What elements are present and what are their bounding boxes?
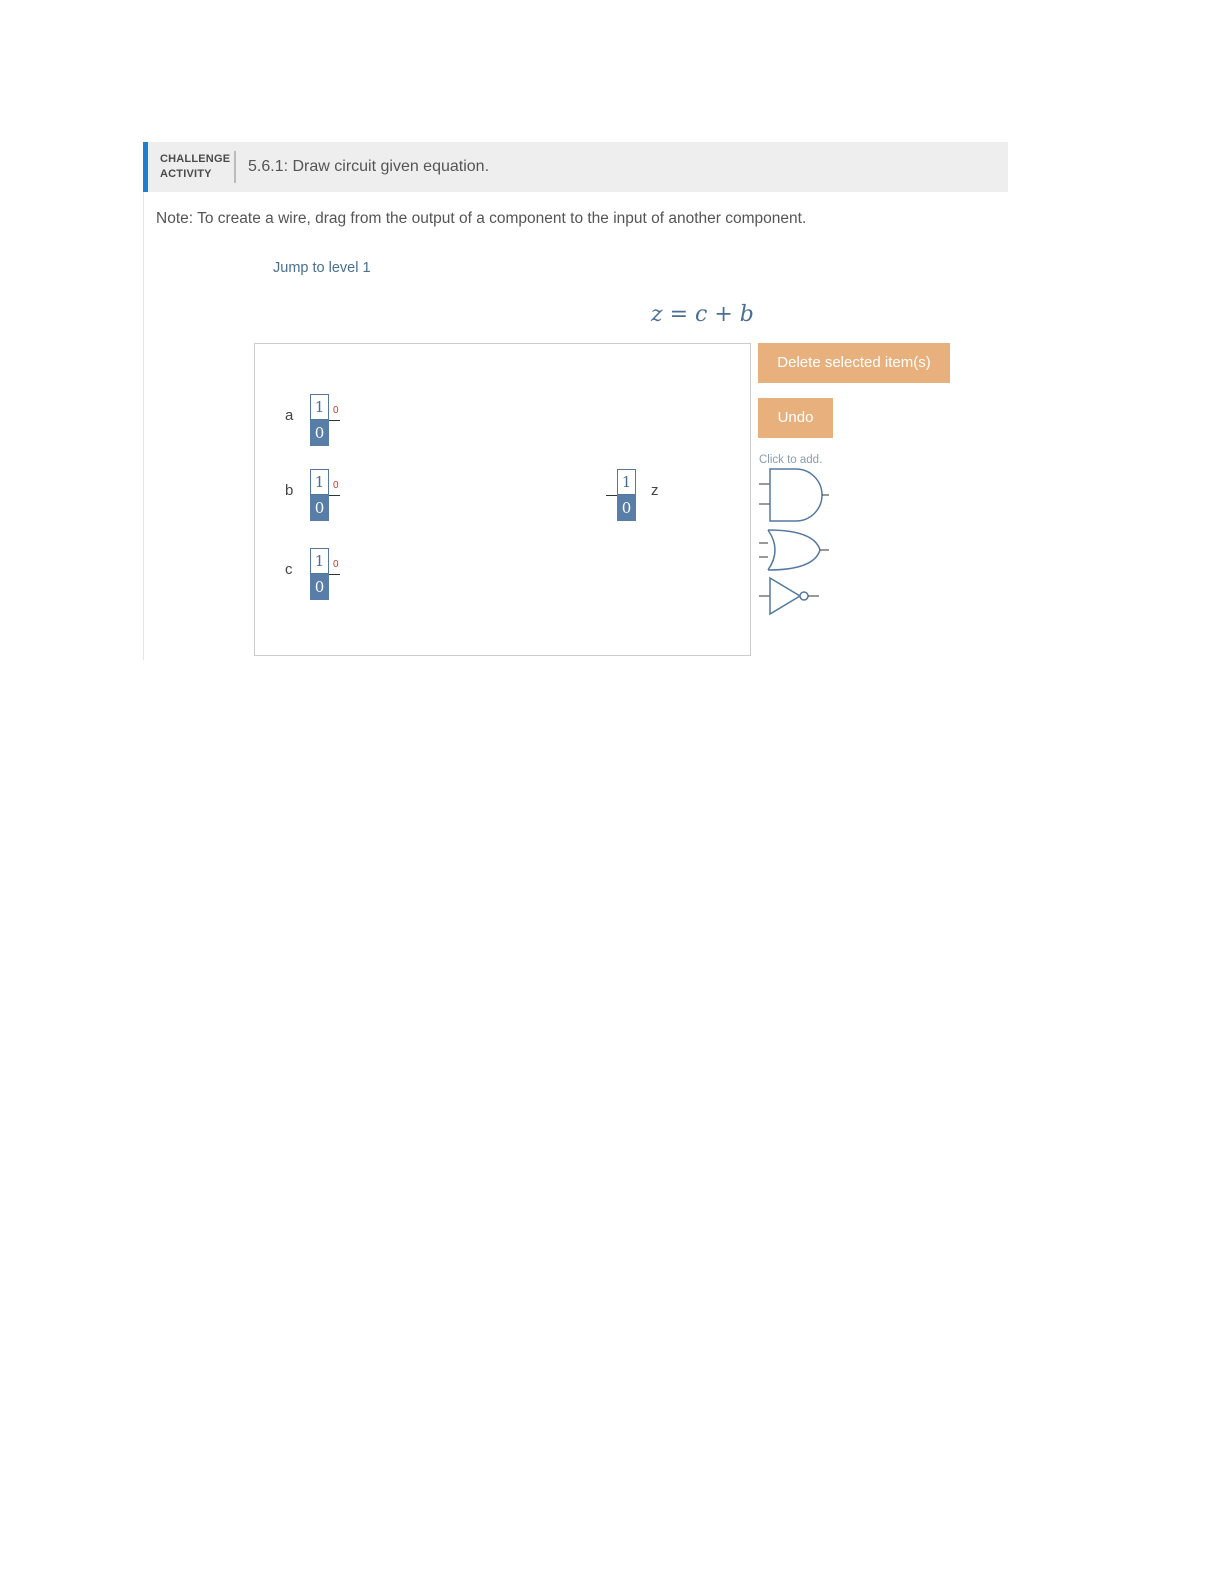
input-a-toggle[interactable] bbox=[310, 394, 329, 446]
input-c-toggle[interactable] bbox=[310, 548, 329, 600]
input-c-toggle-zero[interactable]: 0 bbox=[310, 574, 329, 600]
output-z-one: 1 bbox=[617, 469, 636, 495]
input-c-label: c bbox=[285, 561, 293, 578]
header-divider bbox=[234, 151, 236, 183]
activity-title: 5.6.1: Draw circuit given equation. bbox=[248, 158, 490, 175]
instruction-note: Note: To create a wire, drag from the output of a component to the input of another component. bbox=[156, 210, 807, 227]
input-b-label: b bbox=[285, 482, 294, 499]
input-a-label: a bbox=[285, 407, 294, 424]
or-gate-icon[interactable] bbox=[758, 528, 830, 574]
input-a-output-value: 0 bbox=[333, 405, 339, 416]
input-b-output-value: 0 bbox=[333, 480, 339, 491]
challenge-activity bbox=[143, 142, 1008, 660]
input-c-toggle-one[interactable]: 1 bbox=[310, 548, 329, 574]
input-c-output-wire[interactable] bbox=[329, 574, 340, 575]
click-to-add-hint: Click to add. bbox=[759, 454, 823, 466]
input-b-toggle-zero[interactable]: 0 bbox=[310, 495, 329, 521]
activity-kind-line1: CHALLENGE bbox=[160, 153, 231, 165]
undo-button[interactable]: Undo bbox=[758, 398, 833, 438]
jump-to-level-link[interactable]: Jump to level 1 bbox=[273, 260, 371, 276]
not-gate-icon[interactable] bbox=[758, 576, 830, 616]
input-a-toggle-zero[interactable]: 0 bbox=[310, 420, 329, 446]
target-equation: z = c + b bbox=[651, 302, 754, 327]
output-z-display bbox=[617, 469, 636, 521]
activity-header bbox=[143, 142, 1008, 192]
circuit-canvas[interactable] bbox=[254, 343, 751, 656]
output-z-input-wire[interactable] bbox=[606, 495, 617, 496]
output-z-label: z bbox=[651, 482, 659, 499]
activity-left-rule bbox=[143, 192, 144, 660]
delete-selected-button[interactable]: Delete selected item(s) bbox=[758, 343, 950, 383]
activity-kind-line2: ACTIVITY bbox=[160, 168, 212, 180]
and-gate-icon[interactable] bbox=[758, 467, 830, 527]
input-a-toggle-one[interactable]: 1 bbox=[310, 394, 329, 420]
input-c-output-value: 0 bbox=[333, 559, 339, 570]
input-b-output-wire[interactable] bbox=[329, 495, 340, 496]
input-b-toggle[interactable] bbox=[310, 469, 329, 521]
output-z-zero: 0 bbox=[617, 495, 636, 521]
input-b-toggle-one[interactable]: 1 bbox=[310, 469, 329, 495]
activity-kind bbox=[160, 152, 230, 182]
input-a-output-wire[interactable] bbox=[329, 420, 340, 421]
